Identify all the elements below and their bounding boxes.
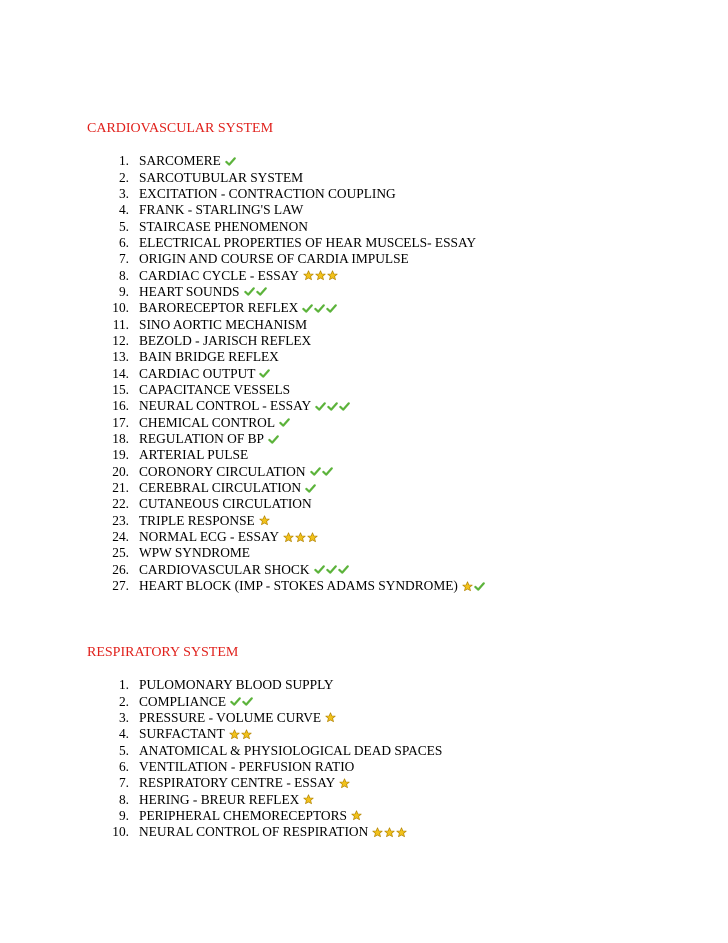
list-item (87, 202, 707, 218)
item-marks (279, 417, 290, 428)
list-item (87, 365, 707, 381)
item-number: 8. (118, 791, 129, 807)
section-cardiovascular (87, 120, 707, 594)
item-text: ORIGIN AND COURSE OF CARDIA IMPULSE (139, 251, 409, 267)
list-item (87, 382, 707, 398)
list-item (87, 251, 707, 267)
item-number: 6. (118, 758, 129, 774)
item-marks (339, 778, 350, 789)
list-item (87, 578, 707, 594)
item-text: HEART BLOCK (IMP - STOKES ADAMS SYNDROME) (139, 578, 458, 594)
item-number: 9. (118, 283, 129, 299)
item-list (87, 677, 707, 840)
item-marks (351, 810, 362, 821)
check-icon (338, 564, 349, 575)
item-number: 7. (118, 775, 129, 791)
item-marks (225, 156, 236, 167)
star-icon (259, 515, 270, 526)
star-icon (229, 729, 240, 740)
item-number: 11. (112, 316, 129, 332)
item-number: 2. (118, 169, 129, 185)
item-text: SURFACTANT (139, 726, 225, 742)
section-respiratory (87, 644, 707, 840)
item-number: 5. (118, 218, 129, 234)
check-icon (339, 401, 350, 412)
star-icon (315, 270, 326, 281)
item-text: BAIN BRIDGE REFLEX (139, 349, 279, 365)
check-icon (256, 286, 267, 297)
item-number: 7. (118, 251, 129, 267)
star-icon (303, 270, 314, 281)
item-marks (303, 794, 314, 805)
item-text: NEURAL CONTROL OF RESPIRATION (139, 824, 369, 840)
check-icon (327, 401, 338, 412)
item-text: ARTERIAL PULSE (139, 447, 249, 463)
item-number: 25. (112, 545, 129, 561)
list-item (87, 808, 707, 824)
item-text: RESPIRATORY CENTRE - ESSAY (139, 775, 336, 791)
check-icon (474, 581, 485, 592)
item-number: 10. (112, 300, 129, 316)
item-number: 1. (118, 677, 129, 693)
item-text: PULOMONARY BLOOD SUPPLY (139, 677, 334, 693)
list-item (87, 218, 707, 234)
check-icon (244, 286, 255, 297)
item-marks (305, 483, 316, 494)
item-number: 14. (112, 365, 129, 381)
item-marks (372, 827, 407, 838)
list-item (87, 186, 707, 202)
check-icon (230, 696, 241, 707)
item-list (87, 153, 707, 594)
item-number: 4. (118, 726, 129, 742)
item-text: CORONORY CIRCULATION (139, 463, 306, 479)
item-text: HEART SOUNDS (139, 283, 240, 299)
item-number: 4. (118, 202, 129, 218)
item-text: NEURAL CONTROL - ESSAY (139, 398, 312, 414)
list-item (87, 513, 707, 529)
star-icon (351, 810, 362, 821)
item-text: NORMAL ECG - ESSAY (139, 529, 279, 545)
item-number: 15. (112, 381, 129, 397)
list-item (87, 431, 707, 447)
star-icon (295, 532, 306, 543)
item-text: CARDIOVASCULAR SHOCK (139, 561, 310, 577)
check-icon (310, 466, 321, 477)
star-icon (396, 827, 407, 838)
check-icon (305, 483, 316, 494)
item-text: CHEMICAL CONTROL (139, 414, 276, 430)
item-text: TRIPLE RESPONSE (139, 512, 255, 528)
section-title: CARDIOVASCULAR SYSTEM (87, 121, 274, 136)
item-number: 22. (112, 496, 129, 512)
item-text: SINO AORTIC MECHANISM (139, 316, 308, 332)
item-text: ANATOMICAL & PHYSIOLOGICAL DEAD SPACES (139, 742, 443, 758)
item-number: 17. (112, 414, 129, 430)
check-icon (315, 401, 326, 412)
item-marks (244, 286, 267, 297)
check-icon (326, 303, 337, 314)
item-text: EXCITATION - CONTRACTION COUPLING (139, 185, 396, 201)
check-icon (259, 368, 270, 379)
list-item (87, 316, 707, 332)
list-item (87, 398, 707, 414)
check-icon (326, 564, 337, 575)
item-marks (230, 696, 253, 707)
list-item (87, 710, 707, 726)
star-icon (307, 532, 318, 543)
item-marks (315, 401, 350, 412)
list-item (87, 333, 707, 349)
item-number: 6. (118, 234, 129, 250)
item-text: FRANK - STARLING'S LAW (139, 202, 304, 218)
item-number: 2. (118, 693, 129, 709)
list-item (87, 775, 707, 791)
item-marks (259, 515, 270, 526)
item-text: CARDIAC CYCLE - ESSAY (139, 267, 299, 283)
list-item (87, 235, 707, 251)
item-number: 19. (112, 447, 129, 463)
star-icon (283, 532, 294, 543)
list-item (87, 529, 707, 545)
item-text: HERING - BREUR REFLEX (139, 791, 300, 807)
item-text: COMPLIANCE (139, 693, 227, 709)
list-item (87, 693, 707, 709)
item-text: PERIPHERAL CHEMORECEPTORS (139, 807, 347, 823)
item-number: 1. (118, 153, 129, 169)
list-item (87, 447, 707, 463)
list-item (87, 759, 707, 775)
item-marks (310, 466, 333, 477)
item-number: 21. (112, 480, 129, 496)
item-marks (325, 712, 336, 723)
item-marks (229, 729, 252, 740)
item-marks (259, 368, 270, 379)
section-title: RESPIRATORY SYSTEM (87, 645, 239, 660)
item-text: VENTILATION - PERFUSION RATIO (139, 758, 355, 774)
list-item (87, 824, 707, 840)
list-item (87, 169, 707, 185)
check-icon (268, 434, 279, 445)
item-text: SARCOTUBULAR SYSTEM (139, 169, 304, 185)
item-text: BARORECEPTOR REFLEX (139, 300, 299, 316)
item-text: CUTANEOUS CIRCULATION (139, 496, 312, 512)
list-item (87, 267, 707, 283)
item-text: REGULATION OF BP (139, 431, 264, 447)
star-icon (339, 778, 350, 789)
item-marks (268, 434, 279, 445)
list-item (87, 545, 707, 561)
check-icon (322, 466, 333, 477)
star-icon (384, 827, 395, 838)
item-number: 18. (112, 431, 129, 447)
star-icon (303, 794, 314, 805)
list-item (87, 726, 707, 742)
item-text: SARCOMERE (139, 153, 221, 169)
item-number: 3. (118, 709, 129, 725)
check-icon (279, 417, 290, 428)
star-icon (327, 270, 338, 281)
list-item (87, 153, 707, 169)
item-number: 5. (118, 742, 129, 758)
item-marks (283, 532, 318, 543)
check-icon (314, 303, 325, 314)
item-text: BEZOLD - JARISCH REFLEX (139, 332, 312, 348)
item-number: 13. (112, 349, 129, 365)
item-text: CARDIAC OUTPUT (139, 365, 256, 381)
check-icon (242, 696, 253, 707)
list-item (87, 300, 707, 316)
star-icon (372, 827, 383, 838)
item-marks (302, 303, 337, 314)
item-text: CEREBRAL CIRCULATION (139, 480, 302, 496)
item-marks (314, 564, 349, 575)
item-number: 10. (112, 824, 129, 840)
star-icon (462, 581, 473, 592)
item-number: 12. (112, 332, 129, 348)
item-number: 20. (112, 463, 129, 479)
list-item (87, 349, 707, 365)
item-number: 3. (118, 185, 129, 201)
item-number: 8. (118, 267, 129, 283)
list-item (87, 480, 707, 496)
item-number: 26. (112, 561, 129, 577)
item-marks (303, 270, 338, 281)
item-text: ELECTRICAL PROPERTIES OF HEAR MUSCELS- ESSAY (139, 234, 477, 250)
list-item (87, 284, 707, 300)
item-marks (462, 581, 485, 592)
list-item (87, 791, 707, 807)
list-item (87, 464, 707, 480)
item-text: STAIRCASE PHENOMENON (139, 218, 308, 234)
star-icon (241, 729, 252, 740)
item-number: 16. (112, 398, 129, 414)
star-icon (325, 712, 336, 723)
list-item (87, 496, 707, 512)
check-icon (302, 303, 313, 314)
item-number: 27. (112, 578, 129, 594)
item-number: 23. (112, 512, 129, 528)
list-item (87, 562, 707, 578)
check-icon (225, 156, 236, 167)
item-text: WPW SYNDROME (139, 545, 250, 561)
check-icon (314, 564, 325, 575)
list-item (87, 415, 707, 431)
list-item (87, 677, 707, 693)
item-number: 9. (118, 807, 129, 823)
item-text: CAPACITANCE VESSELS (139, 381, 291, 397)
item-number: 24. (112, 529, 129, 545)
item-text: PRESSURE - VOLUME CURVE (139, 709, 322, 725)
list-item (87, 742, 707, 758)
